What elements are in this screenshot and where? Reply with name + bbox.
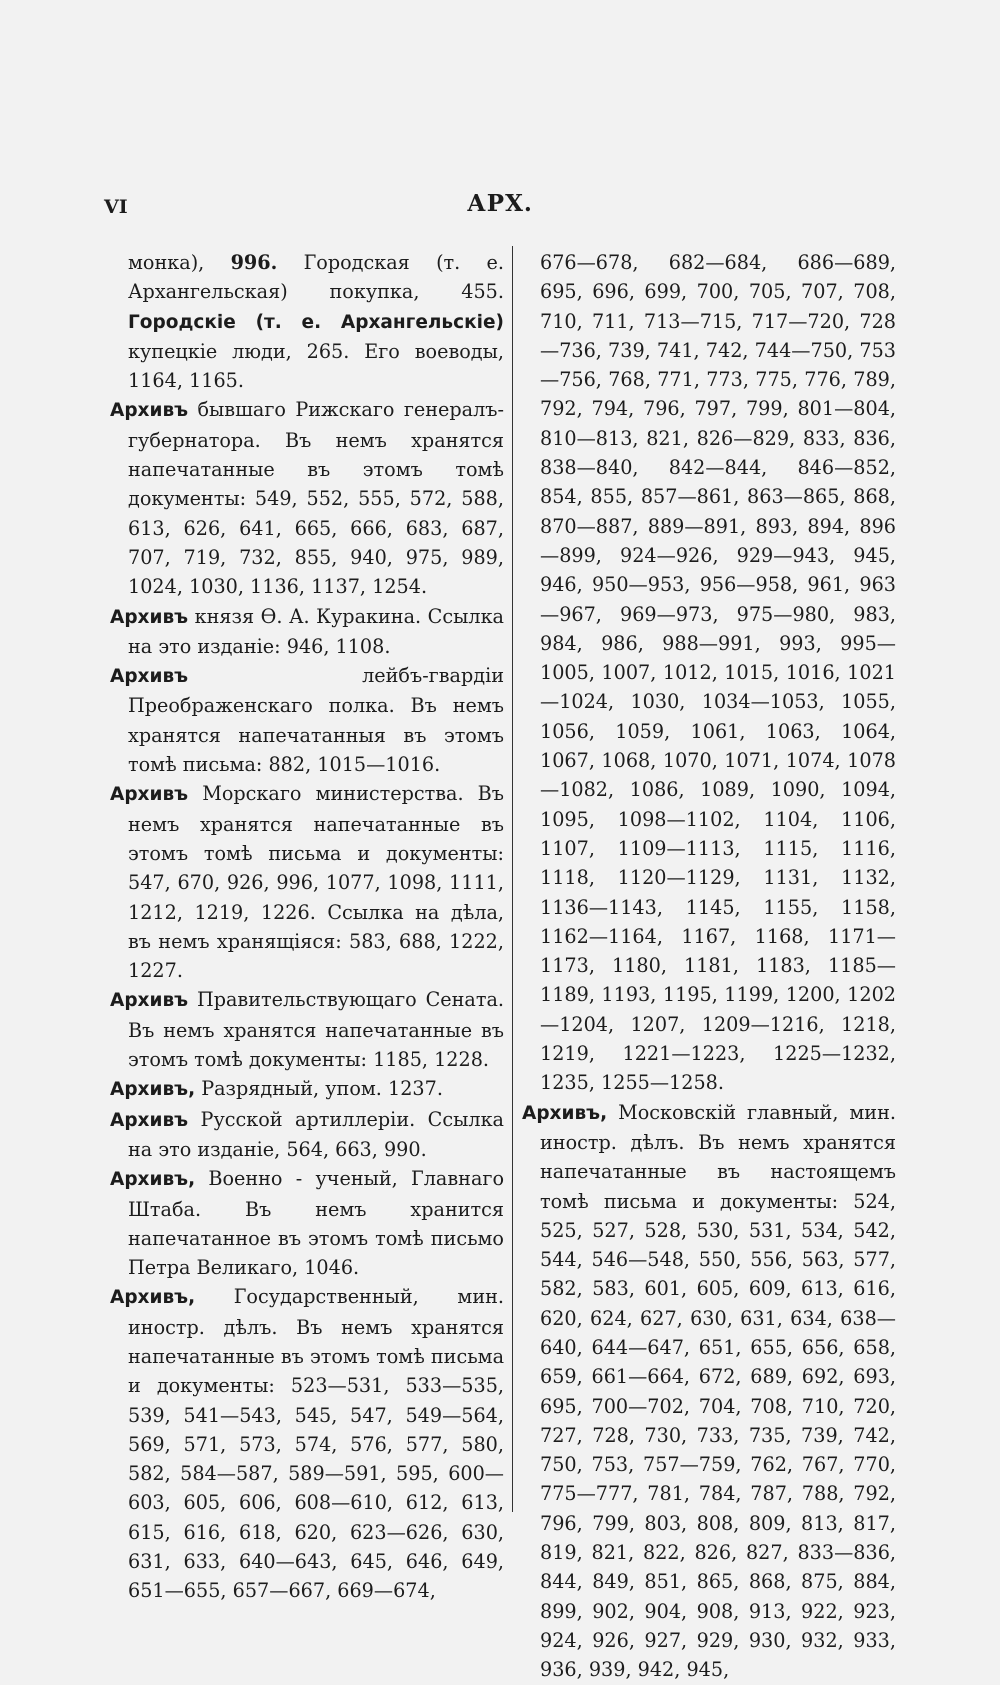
entry-heading: Архивъ — [110, 606, 189, 628]
entry-heading: Архивъ, — [110, 1287, 196, 1309]
entry-heading: Архивъ — [110, 990, 189, 1012]
left-column — [110, 248, 504, 1606]
entry-body: лейбъ-гвардіи Преображенскаго полка. Въ немъ хранятся напечатанныя въ этомъ томѣ письма: 882, 1015—1016. — [128, 664, 504, 777]
index-entry-senate-archive — [110, 985, 504, 1074]
index-entry-state-archive — [110, 1282, 504, 1605]
index-entry-military-archive — [110, 1164, 504, 1282]
entry-number-bold: 996. — [230, 251, 278, 274]
index-entry-continued — [522, 248, 896, 1098]
index-entry-preobrazhensky-archive — [110, 661, 504, 779]
entry-heading: Архивъ, — [110, 1169, 196, 1191]
entry-body: бывшаго Рижскаго генералъ-губернатора. Въ немъ хранятся напечатанные въ этомъ томѣ документы: 549, 552, 555, 572, 588, 613, 626, 641, 665, 666, 683, 687, 707, 719, 732, 855, 940, 975, 989, 1024, 1030, 1136, 1137, 1254. — [128, 398, 504, 599]
index-entry-riga-archive — [110, 395, 504, 601]
entry-text: купецкіе люди, 265. Его воеводы, 1164, 1165. — [128, 339, 504, 393]
entry-text: монка), — [128, 251, 231, 274]
right-column — [522, 248, 896, 1685]
index-entry-razryad-archive — [110, 1074, 504, 1104]
entry-body: 676—678, 682—684, 686—689, 695, 696, 699, 700, 705, 707, 708, 710, 711, 713—715, 717—720, 728—736, 739, 741, 742, 744—750, 753—756, 768, 771, 773, 775, 776, 789, 792, 794, 796, 797, 799, 801—804, 810—813, 821, 826—829, 833, 836, 838—840, 842—844, 846—852, 854, 855, 857—861, 863—865, 868, 870—887, 889—891, 893, 894, 896—899, 924—926, 929—943, 945, 946, 950—953, 956—958, 961, 963—967, 969—973, 975—980, 983, 984, 986, 988—991, 993, 995—1005, 1007, 1012, 1015, 1016, 1021—1024, 1030, 1034—1053, 1055, 1056, 1059, 1061, 1063, 1064, 1067, 1068, 1070, 1071, 1074, 1078—1082, 1086, 1089, 1090, 1094, 1095, 1098—1102, 1104, 1106, 1107, 1109—1113, 1115, 1116, 1118, 1120—1129, 1131, 1132, 1136—1143, 1145, 1155, 1158, 1162—1164, 1167, 1168, 1171—1173, 1180, 1181, 1183, 1185—1189, 1193, 1195, 1199, 1200, 1202—1204, 1207, 1209—1216, 1218, 1219, 1221—1223, 1225—1232, 1235, 1255—1258. — [540, 251, 896, 1095]
index-entry-moscow-archive — [522, 1098, 896, 1685]
index-entry-kurakin-archive — [110, 602, 504, 662]
index-entry-naval-archive — [110, 779, 504, 985]
entry-body: Разрядный, упом. 1237. — [195, 1077, 443, 1101]
entry-body: Морскаго министерства. Въ немъ хранятся напечатанные въ этомъ томѣ письма и документы: 547, 670, 926, 996, 1077, 1098, 1111, 1212, 1219, 1226. Ссылка на дѣла, въ немъ хранящіяся: 583, 688, 1222, 1227. — [128, 782, 504, 983]
column-rule — [512, 246, 513, 1512]
entry-subheading: Городскіе (т. е. Архангельскіе) — [128, 311, 504, 333]
entry-heading: Архивъ — [110, 784, 189, 806]
entry-heading: Архивъ, — [110, 1079, 196, 1101]
entry-body: князя Ѳ. А. Куракина. Ссылка на это изданіе: 946, 1108. — [128, 604, 504, 658]
entry-text: Городская (т. е. Архангельская) покупка, 455. — [128, 251, 505, 304]
entry-heading: Архивъ — [110, 666, 189, 688]
entry-body: Правительствующаго Сената. Въ немъ хранятся напечатанные въ этомъ томѣ документы: 1185, 1228. — [128, 988, 504, 1072]
entry-body: Русской артиллеріи. Ссылка на это изданіе, 564, 663, 990. — [128, 1107, 504, 1161]
entry-body: Государственный, мин. иностр. дѣлъ. Въ немъ хранятся напечатанные въ этомъ томѣ письма и документы: 523—531, 533—535, 539, 541—543, 545, 547, 549—564, 569, 571, 573, 574, 576, 577, 580, 582, 584—587, 589—591, 595, 600—603, 605, 606, 608—610, 612, 613, 615, 616, 618, 620, 623—626, 630, 631, 633, 640—643, 645, 646, 649, 651—655, 657—667, 669—674, — [128, 1285, 505, 1603]
entry-body: Московскій главный, мин. иностр. дѣлъ. Въ немъ хранятся напечатанные въ настоящемъ томѣ письма и документы: 524, 525, 527, 528, 530, 531, 534, 542, 544, 546—548, 550, 556, 563, 577, 582, 583, 601, 605, 609, 613, 616, 620, 624, 627, 630, 631, 634, 638—640, 644—647, 651, 655, 656, 658, 659, 661—664, 672, 689, 692, 693, 695, 700—702, 704, 708, 710, 720, 727, 728, 730, 733, 735, 739, 742, 750, 753, 757—759, 762, 767, 770, 775—777, 781, 784, 787, 788, 792, 796, 799, 803, 808, 809, 813, 817, 819, 821, 822, 826, 827, 833—836, 844, 849, 851, 865, 868, 875, 884, 899, 902, 904, 908, 913, 922, 923, 924, 926, 927, 929, 930, 932, 933, 936, 939, 942, 945, — [540, 1100, 896, 1682]
entry-heading: Архивъ — [110, 1109, 189, 1131]
index-entry-artillery-archive — [110, 1105, 504, 1165]
entry-body: Военно - ученый, Главнаго Штаба. Въ немъ хранится напечатанное въ этомъ томѣ письмо Петра Великаго, 1046. — [128, 1167, 504, 1280]
index-entry-continued — [110, 248, 504, 395]
entry-heading: Архивъ — [110, 400, 189, 422]
page-folio: VI — [104, 196, 128, 218]
entry-heading: Архивъ, — [522, 1102, 608, 1124]
running-head: АРХ. — [467, 190, 533, 217]
